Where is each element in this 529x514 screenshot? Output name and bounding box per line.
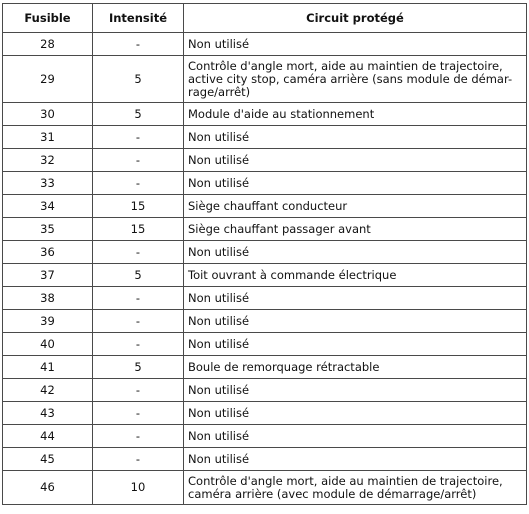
fuse-number: 42 xyxy=(3,379,93,402)
fuse-amperage: - xyxy=(93,149,184,172)
table-row xyxy=(3,149,527,172)
fuse-circuit: Non utilisé xyxy=(184,241,527,264)
fuse-circuit: Non utilisé xyxy=(184,33,527,56)
table-row xyxy=(3,33,527,56)
fuse-circuit-cell xyxy=(184,471,527,505)
fuse-circuit: Boule de remorquage rétractable xyxy=(184,356,527,379)
fuse-number: 31 xyxy=(3,126,93,149)
table-row xyxy=(3,195,527,218)
table-header-row xyxy=(3,4,527,33)
fuse-number: 36 xyxy=(3,241,93,264)
table-row xyxy=(3,402,527,425)
fuse-table xyxy=(2,3,527,505)
fuse-amperage: 5 xyxy=(93,356,184,379)
fuse-amperage: 15 xyxy=(93,218,184,241)
table-row xyxy=(3,448,527,471)
table-row xyxy=(3,241,527,264)
table-row xyxy=(3,56,527,103)
table-row xyxy=(3,379,527,402)
fuse-number: 40 xyxy=(3,333,93,356)
fuse-amperage: 5 xyxy=(93,264,184,287)
fuse-number: 30 xyxy=(3,103,93,126)
table-body xyxy=(3,33,527,505)
fuse-amperage: - xyxy=(93,287,184,310)
fuse-circuit: Siège chauffant passager avant xyxy=(184,218,527,241)
fuse-amperage: - xyxy=(93,126,184,149)
fuse-number: 28 xyxy=(3,33,93,56)
fuse-number: 45 xyxy=(3,448,93,471)
table-row xyxy=(3,356,527,379)
fuse-circuit-cell xyxy=(184,56,527,103)
table-row xyxy=(3,287,527,310)
fuse-number: 34 xyxy=(3,195,93,218)
fuse-circuit: Non utilisé xyxy=(184,172,527,195)
header-circuit: Circuit protégé xyxy=(184,4,527,33)
fuse-circuit: Non utilisé xyxy=(184,402,527,425)
header-intensity: Intensité xyxy=(93,4,184,33)
fuse-circuit: Non utilisé xyxy=(184,149,527,172)
fuse-circuit: Contrôle d'angle mort, aide au maintien de trajectoire, active city stop, caméra arrière (sans module de démar- rage/arrêt) xyxy=(188,58,513,99)
table-row xyxy=(3,310,527,333)
fuse-circuit: Non utilisé xyxy=(184,287,527,310)
fuse-amperage: - xyxy=(93,172,184,195)
fuse-amperage: 15 xyxy=(93,195,184,218)
fuse-circuit: Non utilisé xyxy=(184,126,527,149)
fuse-amperage: - xyxy=(93,379,184,402)
table-row xyxy=(3,103,527,126)
table-row xyxy=(3,471,527,505)
fuse-amperage: 5 xyxy=(93,56,184,103)
fuse-amperage: 5 xyxy=(93,103,184,126)
fuse-number: 41 xyxy=(3,356,93,379)
table-row xyxy=(3,264,527,287)
fuse-circuit: Non utilisé xyxy=(184,310,527,333)
table-row xyxy=(3,172,527,195)
table-row xyxy=(3,333,527,356)
fuse-circuit: Siège chauffant conducteur xyxy=(184,195,527,218)
fuse-amperage: - xyxy=(93,33,184,56)
table-row xyxy=(3,126,527,149)
fuse-number: 46 xyxy=(3,471,93,505)
fuse-circuit: Non utilisé xyxy=(184,425,527,448)
table-row xyxy=(3,425,527,448)
fuse-circuit: Non utilisé xyxy=(184,379,527,402)
table-row xyxy=(3,218,527,241)
fuse-circuit: Toit ouvrant à commande électrique xyxy=(184,264,527,287)
fuse-table-container xyxy=(2,3,526,505)
fuse-number: 35 xyxy=(3,218,93,241)
fuse-circuit: Non utilisé xyxy=(184,448,527,471)
fuse-number: 44 xyxy=(3,425,93,448)
header-fuse: Fusible xyxy=(3,4,93,33)
fuse-number: 39 xyxy=(3,310,93,333)
fuse-number: 29 xyxy=(3,56,93,103)
fuse-number: 33 xyxy=(3,172,93,195)
fuse-amperage: - xyxy=(93,448,184,471)
fuse-circuit: Non utilisé xyxy=(184,333,527,356)
fuse-amperage: - xyxy=(93,425,184,448)
fuse-amperage: - xyxy=(93,333,184,356)
fuse-number: 32 xyxy=(3,149,93,172)
fuse-amperage: - xyxy=(93,310,184,333)
fuse-number: 43 xyxy=(3,402,93,425)
fuse-amperage: 10 xyxy=(93,471,184,505)
fuse-number: 38 xyxy=(3,287,93,310)
fuse-amperage: - xyxy=(93,241,184,264)
fuse-circuit: Module d'aide au stationnement xyxy=(184,103,527,126)
fuse-number: 37 xyxy=(3,264,93,287)
fuse-amperage: - xyxy=(93,402,184,425)
fuse-circuit: Contrôle d'angle mort, aide au maintien de trajectoire, caméra arrière (avec module de démarrage/arrêt) xyxy=(188,473,503,501)
